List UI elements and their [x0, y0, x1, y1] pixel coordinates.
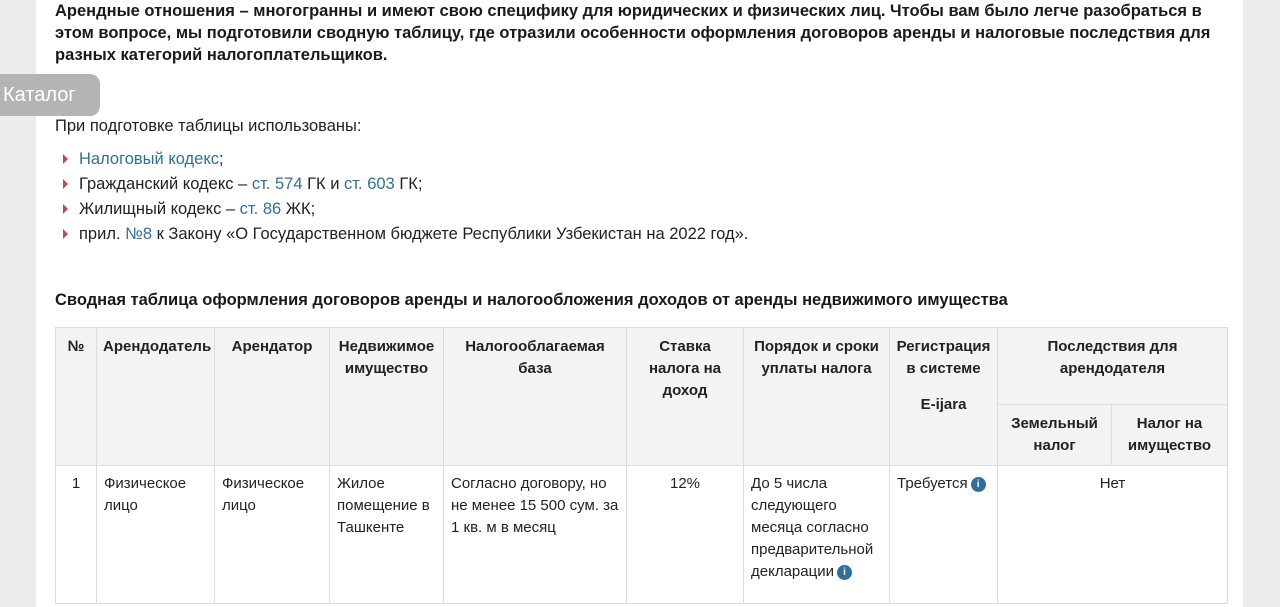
civil-code-article-574-link[interactable]: ст. 574	[251, 175, 303, 193]
list-item-text: прил.	[79, 225, 126, 243]
cell-tax-base: Согласно договору, но не менее 15 500 сум. за 1 кв. м в месяц	[444, 466, 627, 604]
bullet-arrow-icon	[63, 179, 68, 189]
cell-rate: 12%	[627, 466, 744, 604]
cell-payment-text: До 5 числа следующего месяца согласно предварительной декларации	[751, 475, 874, 580]
bullet-arrow-icon	[63, 154, 68, 164]
header-landlord: Арендодатель	[97, 328, 215, 466]
header-tax-base: Налогооблагаемая база	[444, 328, 627, 466]
header-rate: Ставка налога на доход	[627, 328, 744, 466]
tax-code-link[interactable]: Налоговый кодекс	[79, 150, 220, 168]
table-title: Сводная таблица оформления договоров аренды и налогообложения доходов от аренды недвижимого имущества	[55, 291, 1008, 309]
list-item-text: ГК;	[394, 175, 423, 193]
list-item	[62, 147, 748, 172]
list-item-text: ГК и	[302, 175, 345, 193]
header-tenant: Арендатор	[215, 328, 330, 466]
list-item	[62, 222, 748, 247]
header-land-tax: Земельный налог	[998, 405, 1112, 466]
header-payment: Порядок и сроки уплаты налога	[744, 328, 890, 466]
appendix-8-link[interactable]: №8	[125, 225, 153, 243]
table-row	[56, 466, 1228, 604]
list-item	[62, 172, 748, 197]
cell-tenant: Физическое лицо	[215, 466, 330, 604]
bullet-arrow-icon	[63, 229, 68, 239]
cell-consequences: Нет	[998, 466, 1228, 604]
summary-table	[55, 327, 1228, 604]
civil-code-article-603-link[interactable]: ст. 603	[344, 175, 395, 193]
header-property-tax: Налог на имущество	[1112, 405, 1228, 466]
header-num: №	[56, 328, 97, 466]
cell-payment	[744, 466, 890, 604]
housing-code-article-86-link[interactable]: ст. 86	[239, 200, 282, 218]
header-property: Недвижимое имущество	[330, 328, 444, 466]
info-icon[interactable]: i	[971, 477, 986, 492]
cell-num: 1	[56, 466, 97, 604]
intro-paragraph: Арендные отношения – многогранны и имеют свою специфику для юридических и физических лиц. Чтобы вам было легче разобраться в этом вопросе, мы подготовили сводную таблицу, где отразили особенности оформления договоров аренды и налоговые последствия для разных категорий налогоплательщиков.	[55, 2, 1211, 64]
header-registration	[890, 328, 998, 466]
header-registration-label: Регистрация в системе	[896, 338, 991, 377]
list-item-text: Гражданский кодекс –	[79, 175, 252, 193]
sources-title: При подготовке таблицы использованы:	[55, 117, 362, 135]
info-icon[interactable]: i	[837, 565, 852, 580]
list-item-text: ;	[219, 150, 224, 168]
cell-registration-text: Требуется	[897, 475, 968, 492]
list-item-text: Жилищный кодекс –	[79, 200, 240, 218]
cell-property: Жилое помещение в Ташкенте	[330, 466, 444, 604]
cell-registration	[890, 466, 998, 604]
header-consequences: Последствия для арендодателя	[998, 328, 1228, 405]
catalog-tab-button[interactable]: Каталог	[0, 74, 100, 116]
list-item	[62, 197, 748, 222]
sources-list	[62, 147, 748, 247]
list-item-text: к Закону «О Государственном бюджете Республики Узбекистан на 2022 год».	[152, 225, 749, 243]
header-registration-system: E-ijara	[920, 396, 967, 413]
cell-landlord: Физическое лицо	[97, 466, 215, 604]
bullet-arrow-icon	[63, 204, 68, 214]
list-item-text: ЖК;	[281, 200, 316, 218]
